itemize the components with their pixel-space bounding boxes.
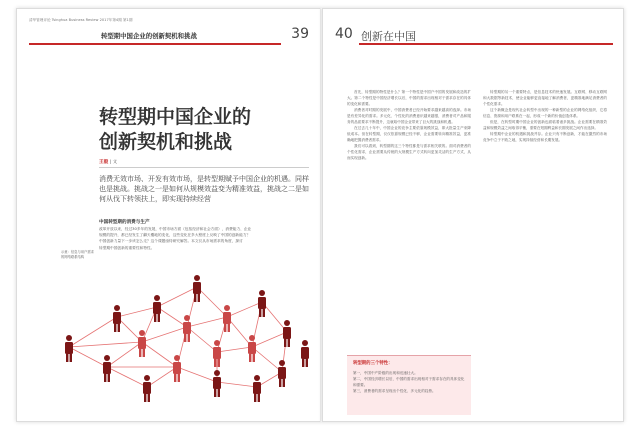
right-page-number: 40 bbox=[335, 26, 353, 42]
paragraph: 这个新概念是现代社会转型中出现的一种新型的企业的网络化组织，它将信息、资源和用户联系在一起，形成一个新的价值创造体系。 bbox=[483, 108, 607, 118]
text-column-1 bbox=[347, 89, 471, 161]
body-line: 改革开放以来，经过30多年的发展，中国市场方面（包括经济和社会方面），消费能力、企业 bbox=[99, 227, 252, 231]
right-page-header bbox=[323, 23, 624, 47]
text-column-2 bbox=[483, 89, 607, 143]
left-header-rule bbox=[29, 43, 281, 45]
author-divider bbox=[99, 167, 309, 168]
left-page-header bbox=[17, 23, 322, 47]
paragraph: 转型期的另一个重要特点，是信息技术的快速发展。互联网、移动互联网和大数据等新技术，使企业能够更直接地了解消费者，更精准地满足消费者的个性化需求。 bbox=[483, 90, 607, 106]
person-icon bbox=[65, 335, 73, 362]
left-running-header: 清华管理评论 Tsinghua Business Review 2017年第4期 第1期 bbox=[29, 18, 133, 22]
person-icon bbox=[283, 320, 291, 347]
sidebar-item: 第三，消费者的需求呈现出个性化、多元化的趋势。 bbox=[353, 389, 436, 393]
left-page bbox=[16, 8, 322, 422]
person-icon bbox=[248, 335, 256, 362]
right-page bbox=[322, 8, 624, 422]
person-icon bbox=[143, 375, 151, 402]
left-subheading: 中国转型期的消费与生产 bbox=[99, 220, 150, 225]
sidebar-item: 第一，中国中产阶级的出现和迅速壮大。 bbox=[353, 371, 418, 375]
paragraph: 消费者对时期的发展中，中国消费者已经开始要求越来越高的选择。市场是有差异化的需求。多元化、个性化的消费意识越来越强，消费者对产品和服务的品质要求不断提升，这就给中国企业带来了巨大的挑战和机遇。 bbox=[347, 108, 471, 124]
person-icon bbox=[301, 340, 309, 367]
person-icon bbox=[193, 275, 201, 302]
headline-line-2: 创新契机和挑战 bbox=[99, 131, 233, 153]
person-icon bbox=[113, 305, 121, 332]
headline-line-1: 转型期中国企业的 bbox=[99, 106, 252, 128]
left-body-text bbox=[99, 226, 309, 251]
body-line: 中国创新力量下一步该怎么走？这个课题亟待研究解答。本文仅从市场需求的角度，探讨 bbox=[99, 239, 243, 244]
person-icon bbox=[213, 370, 221, 397]
paragraph: 在过去几十年中，中国企业的竞争主要依靠规模效益，即大批量生产来降低成本。但在转型期，仅仅依靠规模已经不够，企业需要转向精准效益，更准确地把握消费者需求。 bbox=[347, 126, 471, 142]
caption-line: 示意：信息与用户需求 bbox=[61, 250, 94, 254]
person-icon bbox=[153, 295, 161, 322]
left-page-number: 39 bbox=[291, 26, 309, 42]
person-icon bbox=[103, 355, 111, 382]
article-lead: 消费无效市场、开发有效市场，是转型期赋予中国企业的机遇。同样也是挑战。挑战之一是如何从规模效益变为精准效益，挑战之二是如何从伐下转领扶上，即实现持续经营 bbox=[99, 175, 309, 203]
author-suffix: | 文 bbox=[109, 160, 118, 165]
person-icon bbox=[183, 315, 191, 342]
body-line: 转型期中国创新的重要性和特性。 bbox=[99, 245, 155, 250]
person-icon bbox=[138, 330, 146, 357]
right-header-rule bbox=[359, 43, 613, 45]
body-line: 规模的提升，都已经发生了翻天覆地的变化，这些变化在多大程度上反映了中国的创新能力？ bbox=[99, 233, 251, 238]
sidebar-title: 转型期的三个特性： bbox=[353, 361, 393, 366]
author-name: 王毅 bbox=[99, 160, 109, 165]
person-icon bbox=[253, 375, 261, 402]
chapter-title: 创新在中国 bbox=[361, 30, 416, 43]
paragraph: 但是，在转型时期中国企业的创新也面临着诸多挑战。企业需要在精准效益和规模效益之间取得平衡，需要在短期利益和长期发展之间作出选择。 bbox=[483, 120, 607, 130]
paragraph: 我们可以看到，转型期的这三个特性都是与需求相关联的。面对消费者的个性化需求，企业需要从传统的大规模生产方式转向更加灵活的生产方式，从而实现创新。 bbox=[347, 144, 471, 160]
paragraph: 首先，转型期的特性是什么？第一个特性是中国户中国的发展和改造的扩大。第二个特性是中国经济增长以后，中国的需求出现相对于需求存在的具体的变化和需要。 bbox=[347, 90, 471, 106]
article-headline bbox=[99, 105, 309, 155]
author-byline bbox=[99, 159, 117, 165]
sidebar-item: 第二，中国经济增长以后，中国的需求出现相对于需求存在的具体变化和需要。 bbox=[353, 377, 465, 387]
caption-line: 的网络联系结构 bbox=[61, 254, 85, 259]
key-points-sidebar bbox=[347, 355, 471, 415]
person-icon bbox=[173, 355, 181, 382]
person-icon bbox=[223, 305, 231, 332]
section-label: 转型期中国企业的创新契机和挑战 bbox=[101, 32, 197, 40]
person-icon bbox=[258, 290, 266, 317]
paragraph: 转型期中企业的机遇和挑战并存。企业只有不断创新，才能在激烈的市场竞争中立于不败之地，实现持续经营和长期发展。 bbox=[483, 132, 607, 142]
person-icon bbox=[278, 360, 286, 387]
